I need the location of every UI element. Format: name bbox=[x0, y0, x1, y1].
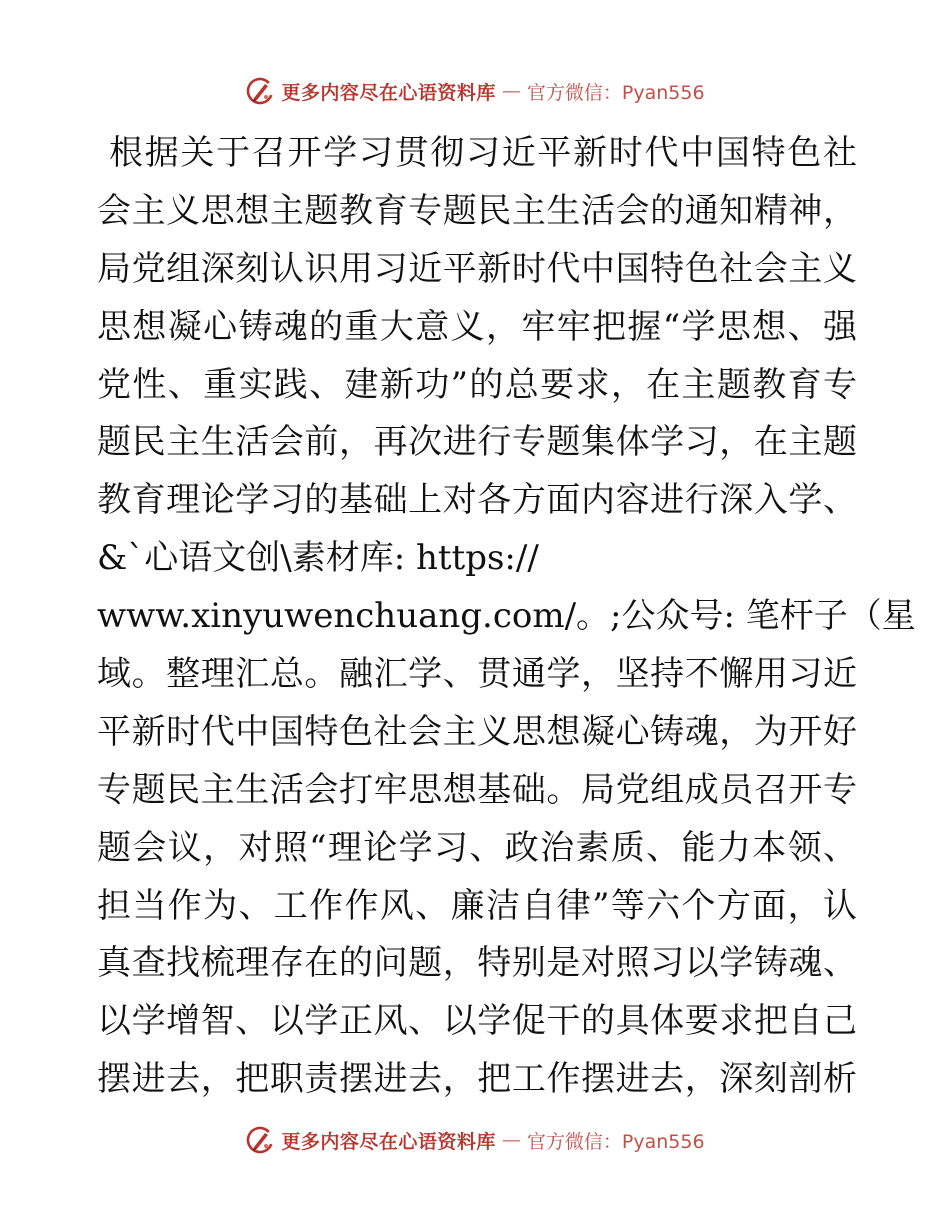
document-line: 题会议，对照“理论学习、政治素质、能力本领、 bbox=[97, 827, 857, 868]
document-line: 局党组深刻认识用习近平新时代中国特色社会主义 bbox=[97, 248, 857, 289]
header-wechat-text: 官方微信：Pyan556 bbox=[526, 81, 705, 104]
document-line: &`心语文创\素材库: https:// bbox=[97, 538, 539, 579]
document-line: 教育理论学习的基础上对各方面内容进行深入学、 bbox=[97, 480, 857, 521]
document-line: 域。整理汇总。融汇学、贯通学，坚持不懈用习近 bbox=[97, 654, 857, 695]
document-line: 担当作为、工作作风、廉洁自律”等六个方面，认 bbox=[97, 885, 857, 926]
document-line: 真查找梳理存在的问题，特别是对照习以学铸魂、 bbox=[97, 943, 857, 984]
header-brand-text: 更多内容尽在心语资料库 bbox=[281, 81, 496, 104]
header-watermark-banner bbox=[0, 73, 950, 109]
pen-circle-icon bbox=[245, 76, 275, 106]
document-line: 思想凝心铸魂的重大意义，牢牢把握“学思想、强 bbox=[97, 306, 857, 347]
header-separator: — bbox=[501, 80, 521, 102]
document-line: 以学增智、以学正风、以学促干的具体要求把自己 bbox=[97, 1001, 857, 1042]
document-line: www.xinyuwenchuang.com/。;公众号: 笔杆子（星 bbox=[97, 596, 916, 637]
document-line: 平新时代中国特色社会主义思想凝心铸魂，为开好 bbox=[97, 711, 857, 752]
pen-circle-icon bbox=[245, 1125, 275, 1155]
footer-watermark-banner bbox=[0, 1122, 950, 1158]
footer-brand-text: 更多内容尽在心语资料库 bbox=[281, 1130, 496, 1153]
document-line: 专题民主生活会打牢思想基础。局党组成员召开专 bbox=[97, 769, 857, 810]
footer-separator: — bbox=[501, 1129, 521, 1151]
document-line: 根据关于召开学习贯彻习近平新时代中国特色社 bbox=[109, 133, 857, 173]
document-line: 题民主生活会前，再次进行专题集体学习，在主题 bbox=[97, 422, 857, 463]
document-line: 党性、重实践、建新功”的总要求，在主题教育专 bbox=[97, 364, 857, 405]
document-line: 会主义思想主题教育专题民主生活会的通知精神， bbox=[97, 190, 857, 231]
document-body bbox=[97, 125, 916, 1109]
document-line: 摆进去，把职责摆进去，把工作摆进去，深刻剖析 bbox=[97, 1059, 857, 1100]
footer-wechat-text: 官方微信：Pyan556 bbox=[526, 1130, 705, 1153]
